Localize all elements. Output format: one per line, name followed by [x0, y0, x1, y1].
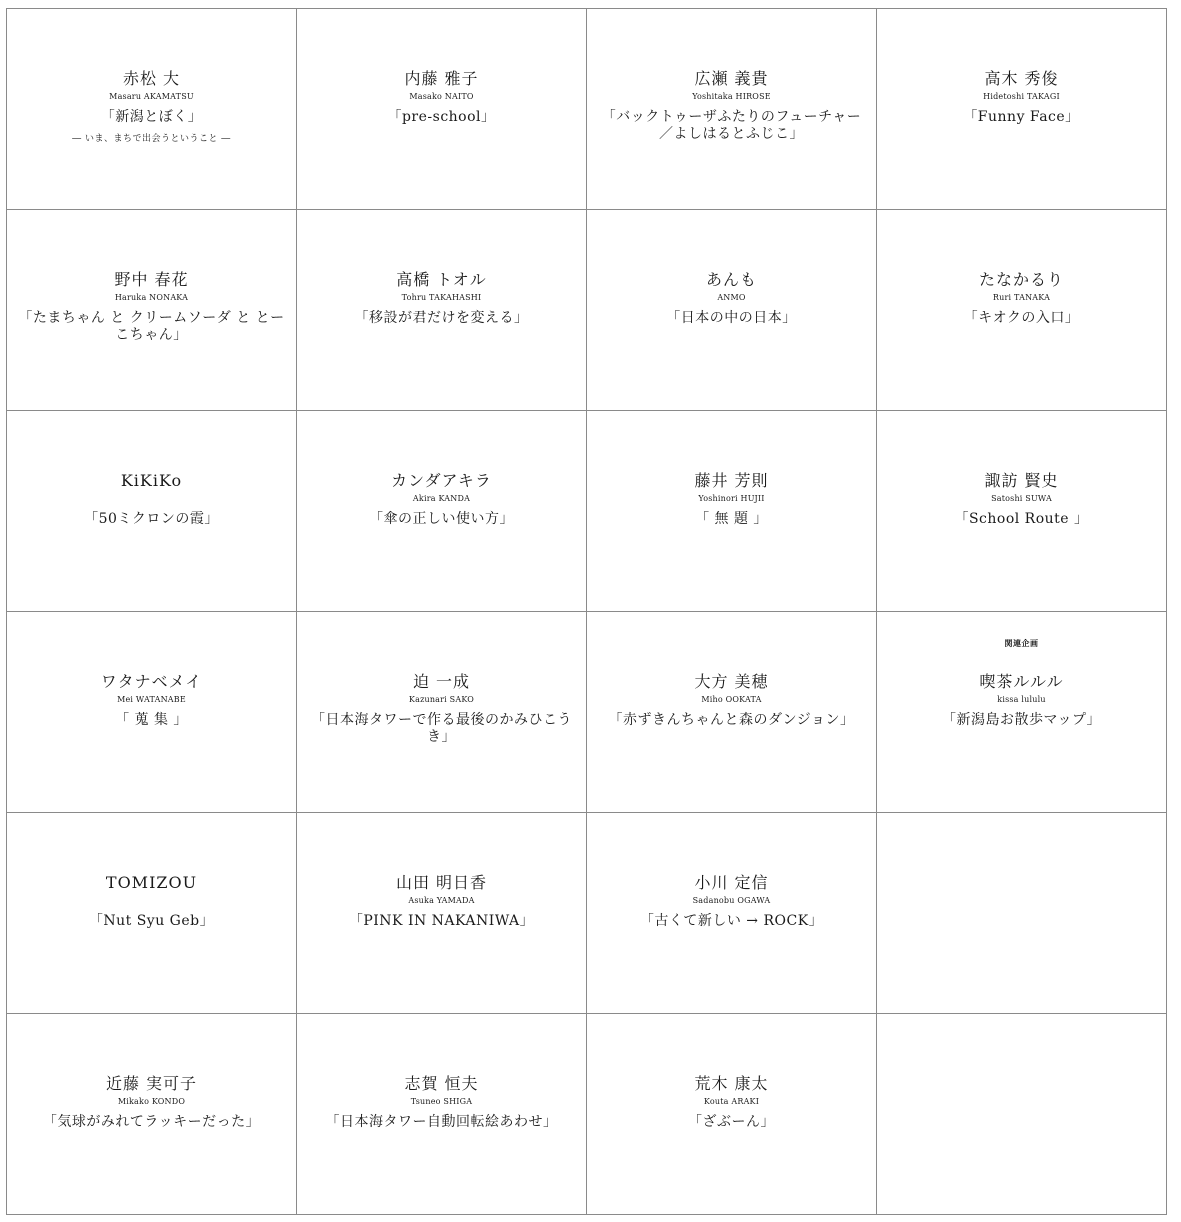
- artist-cell: [587, 1014, 877, 1215]
- artist-cell: [297, 411, 587, 612]
- work-title: 「新潟島お散歩マップ」: [942, 712, 1101, 728]
- work-title: 「バックトゥーザふたりのフューチャー ／よしはるとふじこ」: [601, 109, 862, 142]
- artist-info: [7, 69, 296, 145]
- empty-cell: [877, 813, 1167, 1014]
- artist-cell: [7, 9, 297, 210]
- artist-romaji: Sadanobu OGAWA: [692, 896, 771, 905]
- work-title: 「赤ずきんちゃんと森のダンジョン」: [608, 712, 855, 728]
- artist-info: [877, 69, 1166, 126]
- artist-romaji: Haruka NONAKA: [114, 293, 189, 302]
- artist-name: 近藤 実可子: [105, 1074, 198, 1093]
- artist-name: 小川 定信: [694, 873, 769, 892]
- artist-name: 高橋 トオル: [396, 270, 487, 289]
- artist-name: 野中 春花: [114, 270, 189, 289]
- artist-romaji: Tohru TAKAHASHI: [401, 293, 482, 302]
- artist-cell: [297, 612, 587, 813]
- artist-romaji: Ruri TANAKA: [992, 293, 1051, 302]
- artist-grid: [6, 8, 1167, 1215]
- work-title: 「日本海タワー自動回転絵あわせ」: [325, 1114, 558, 1130]
- artist-info: [587, 270, 876, 327]
- artist-cell: [297, 9, 587, 210]
- artist-info: [587, 672, 876, 729]
- work-title: 「 無 題 」: [695, 511, 768, 527]
- artist-name: 高木 秀俊: [984, 69, 1059, 88]
- artist-info: [7, 1074, 296, 1131]
- work-title: 「PINK IN NAKANIWA」: [348, 913, 535, 929]
- work-title: 「日本海タワーで作る最後のかみひこうき」: [311, 712, 572, 745]
- artist-cell: [297, 210, 587, 411]
- artist-info: [7, 873, 296, 930]
- work-title: 「Nut Syu Geb」: [88, 913, 215, 929]
- work-title: 「気球がみれてラッキーだった」: [42, 1114, 261, 1130]
- artist-romaji: kissa lululu: [997, 695, 1046, 704]
- artist-cell: [877, 9, 1167, 210]
- artist-name: 内藤 雅子: [404, 69, 479, 88]
- artist-info: [297, 672, 586, 746]
- artist-name: TOMIZOU: [105, 873, 198, 892]
- artist-romaji: Kazunari SAKO: [408, 695, 475, 704]
- artist-info: [7, 270, 296, 344]
- artist-info: [587, 471, 876, 528]
- artist-cell: [7, 210, 297, 411]
- work-title: 「Funny Face」: [963, 109, 1080, 125]
- artist-romaji: Mikako KONDO: [117, 1097, 186, 1106]
- artist-cell: [7, 411, 297, 612]
- work-title: 「School Route 」: [954, 511, 1089, 527]
- artist-romaji: Masaru AKAMATSU: [109, 92, 194, 101]
- artist-romaji: Akira KANDA: [412, 494, 471, 503]
- artist-cell: [587, 813, 877, 1014]
- artist-info: [297, 69, 586, 126]
- work-subtitle: ― いま、まちで出会うということ ―: [72, 134, 231, 144]
- artist-cell: [297, 1014, 587, 1215]
- artist-cell: [587, 612, 877, 813]
- artist-cell: [7, 612, 297, 813]
- artist-cell: [7, 1014, 297, 1215]
- artist-cell: [877, 612, 1167, 813]
- work-title: 「キオクの入口」: [963, 310, 1080, 326]
- artist-info: [587, 69, 876, 143]
- artist-romaji: Satoshi SUWA: [991, 494, 1052, 503]
- artist-name: 迫 一成: [412, 672, 471, 691]
- work-title: 「移設が君だけを変える」: [354, 310, 529, 326]
- artist-info: [7, 672, 296, 729]
- artist-cell: [297, 813, 587, 1014]
- artist-name: 広瀬 義貴: [694, 69, 769, 88]
- artist-info: [297, 873, 586, 930]
- artist-cell: [7, 813, 297, 1014]
- artist-romaji: Kouta ARAKI: [703, 1097, 760, 1106]
- artist-romaji: Tsuneo SHIGA: [410, 1097, 473, 1106]
- artist-romaji: [7, 896, 296, 906]
- artist-cell: [877, 210, 1167, 411]
- artist-info: [877, 471, 1166, 528]
- artist-name: KiKiKo: [120, 471, 183, 490]
- artist-name: ワタナベメイ: [100, 672, 203, 691]
- artist-name: 荒木 康太: [694, 1074, 769, 1093]
- work-title: 「たまちゃん と クリームソーダ と とーこちゃん」: [18, 310, 285, 343]
- work-title: 「 蒐 集 」: [115, 712, 188, 728]
- artist-name: 赤松 大: [122, 69, 181, 88]
- artist-name: 志賀 恒夫: [404, 1074, 479, 1093]
- artist-romaji: Miho OOKATA: [701, 695, 762, 704]
- artist-name: あんも: [705, 270, 757, 289]
- artist-name: 藤井 芳則: [694, 471, 769, 490]
- related-project-badge: 関連企画: [1004, 638, 1039, 648]
- artist-info: [587, 873, 876, 930]
- artist-name: 大方 美穂: [694, 672, 769, 691]
- work-title: 「古くて新しい → ROCK」: [639, 913, 824, 929]
- work-title: 「pre-school」: [387, 109, 496, 125]
- artist-romaji: [7, 494, 296, 504]
- artist-romaji: Asuka YAMADA: [408, 896, 475, 905]
- artist-info: [297, 471, 586, 528]
- work-title: 「50ミクロンの霞」: [84, 511, 219, 527]
- artist-name: 喫茶ルルル: [979, 672, 1064, 691]
- artist-romaji: Yoshitaka HIROSE: [692, 92, 771, 101]
- artist-info: [877, 270, 1166, 327]
- artist-cell: [877, 411, 1167, 612]
- artist-romaji: Hidetoshi TAKAGI: [983, 92, 1060, 101]
- work-title: 「ざぶーん」: [688, 1114, 775, 1130]
- work-title: 「新潟とぼく」: [100, 109, 203, 125]
- work-title: 「傘の正しい使い方」: [369, 511, 514, 527]
- artist-romaji: Mei WATANABE: [117, 695, 186, 704]
- artist-romaji: ANMO: [717, 293, 746, 302]
- artist-info: [587, 1074, 876, 1131]
- artist-name: カンダアキラ: [391, 471, 492, 490]
- artist-cell: [587, 411, 877, 612]
- artist-name: 諏訪 賢史: [984, 471, 1059, 490]
- artist-name: たなかるり: [978, 270, 1064, 289]
- work-title: 「日本の中の日本」: [666, 310, 797, 326]
- artist-cell: [587, 9, 877, 210]
- artist-name: 山田 明日香: [395, 873, 488, 892]
- artist-romaji: Masako NAITO: [409, 92, 474, 101]
- empty-cell: [877, 1014, 1167, 1215]
- artist-info: [297, 1074, 586, 1131]
- artist-info: [297, 270, 586, 327]
- artist-info: [7, 471, 296, 528]
- artist-romaji: Yoshinori HUJII: [698, 494, 765, 503]
- artist-cell: [587, 210, 877, 411]
- artist-info: [877, 672, 1166, 729]
